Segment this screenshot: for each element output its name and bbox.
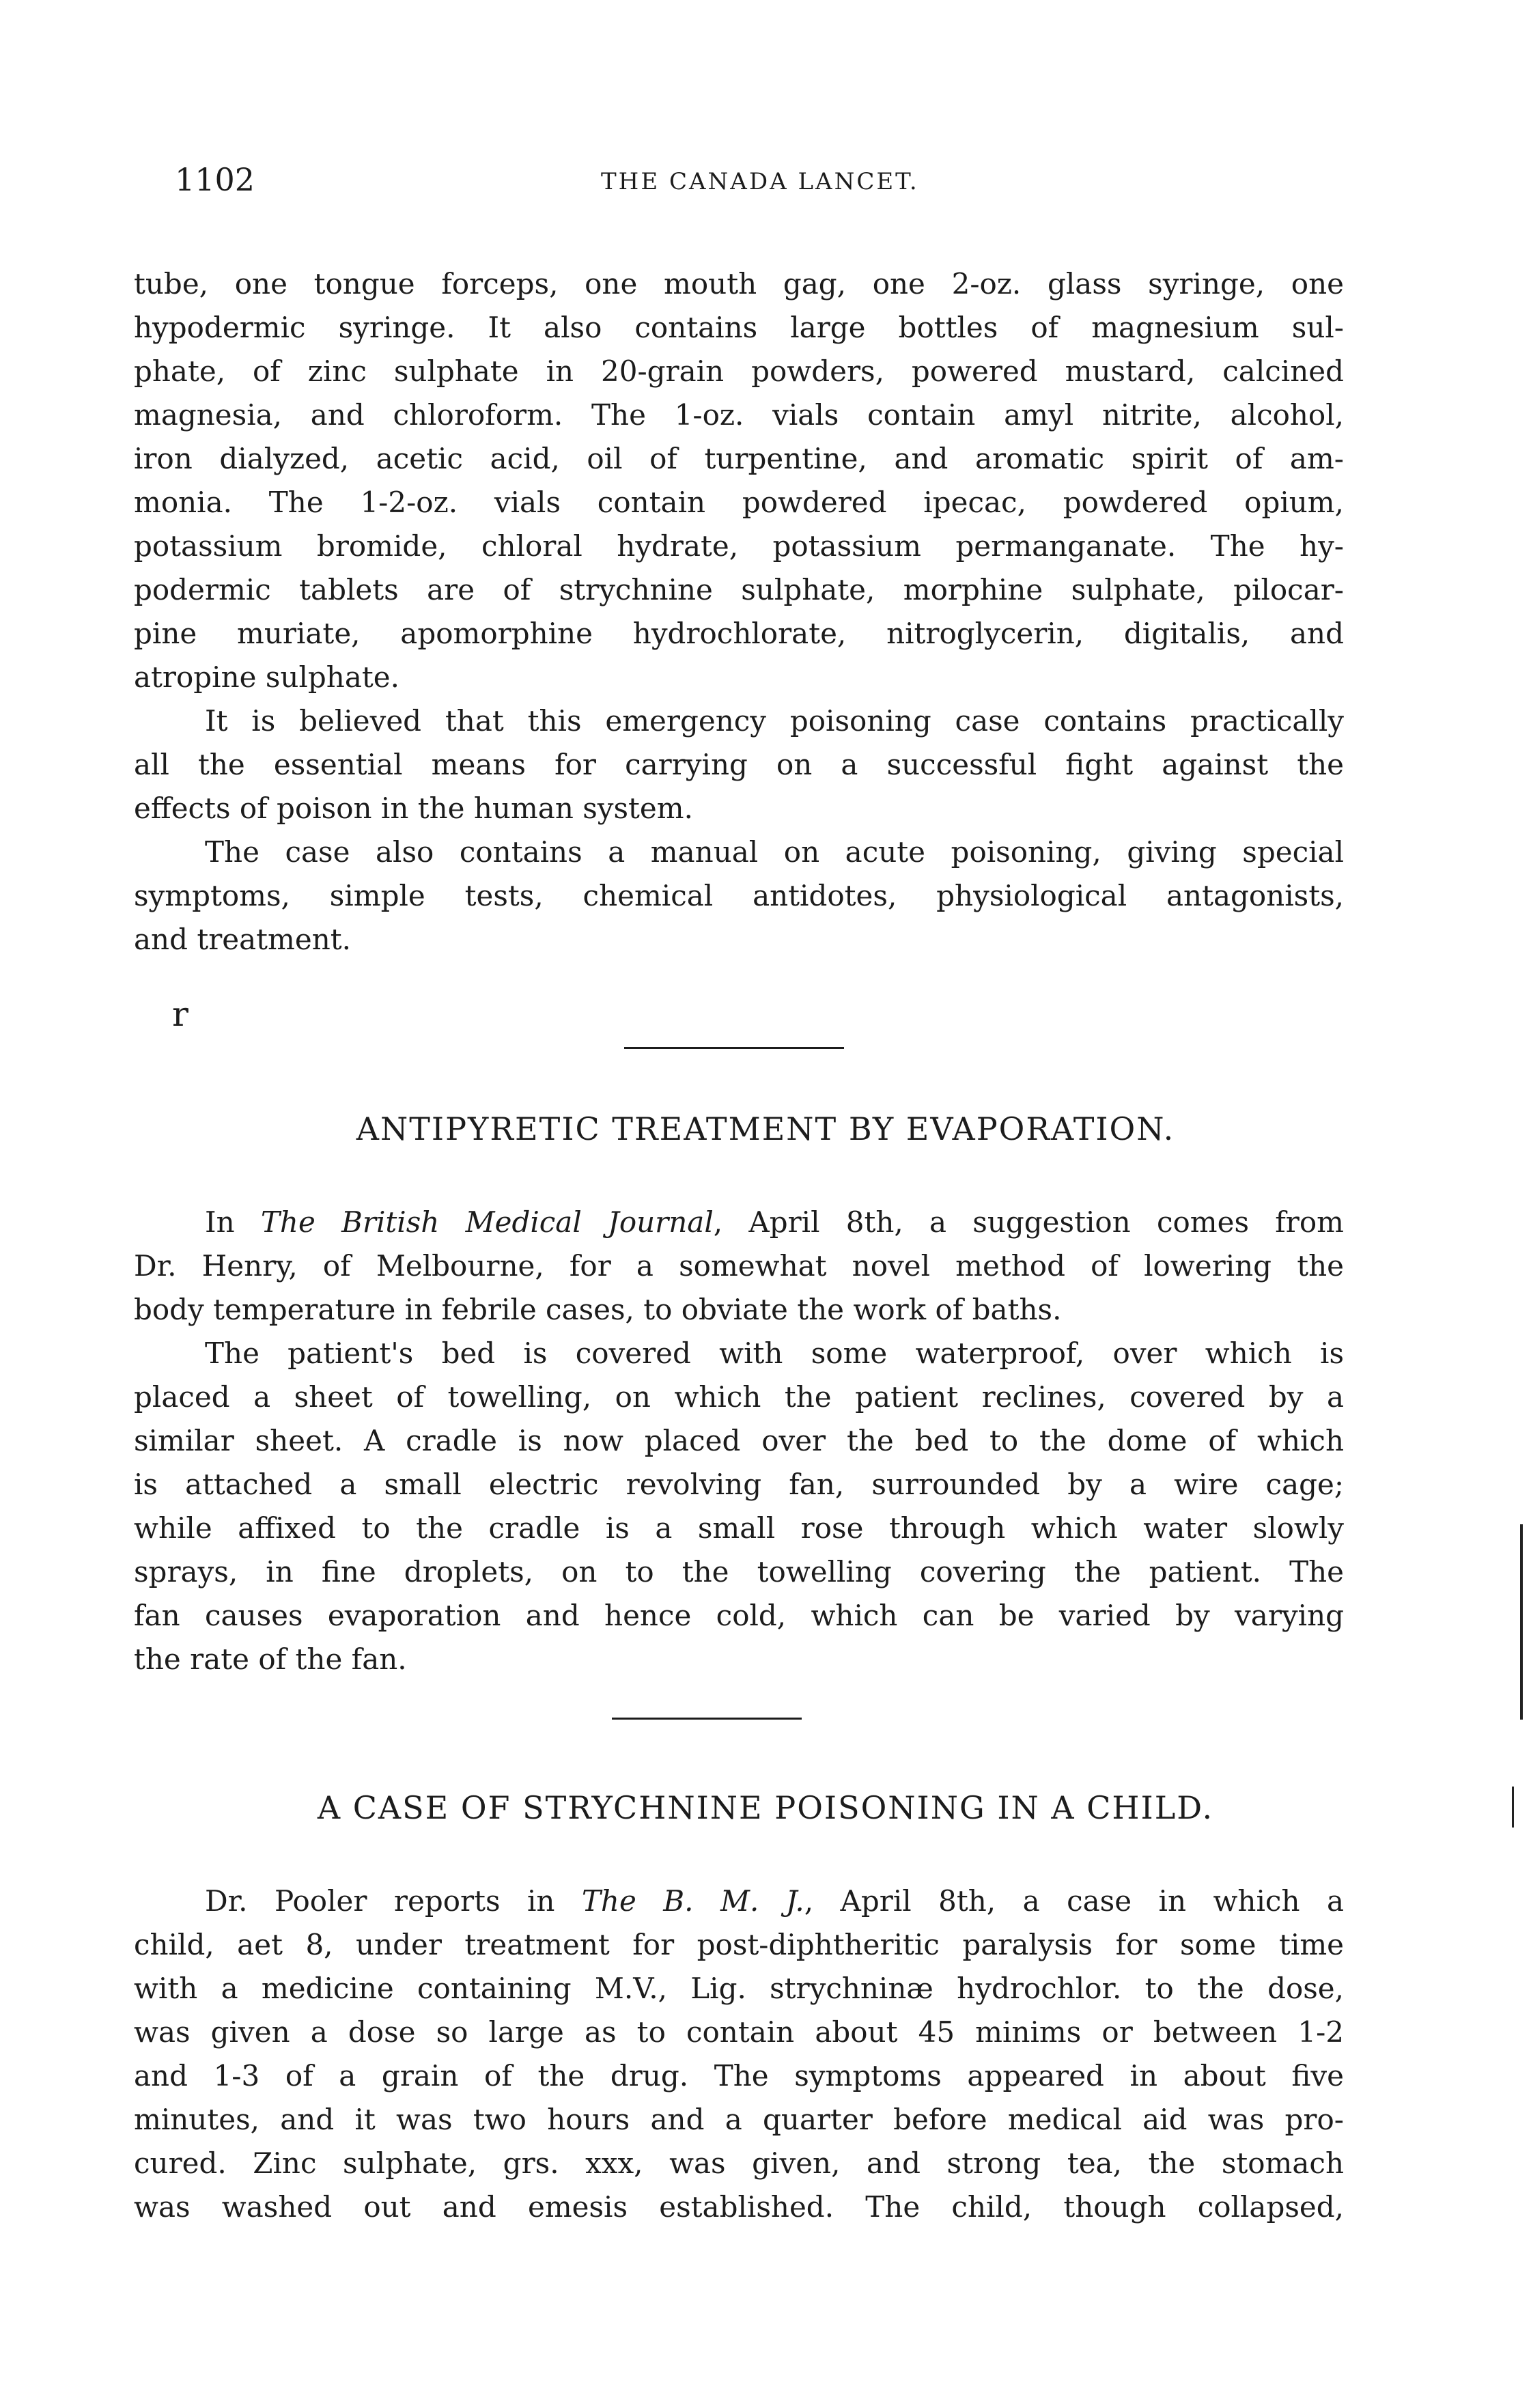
text-line: sprays, in fine droplets, on to the towelling covering the patient. The (134, 1555, 1344, 1588)
page-number: 1102 (175, 161, 255, 198)
text-line: was given a dose so large as to contain about 45 minims or between 1-2 (134, 2015, 1344, 2049)
manual-paragraph (134, 830, 1344, 962)
text-line: iron dialyzed, acetic acid, oil of turpentine, and aromatic spirit of am- (134, 442, 1344, 475)
scan-edge-mark (1512, 1787, 1514, 1828)
scan-edge-line (1520, 1524, 1523, 1720)
text-line: fan causes evaporation and hence cold, which can be varied by varying (134, 1599, 1344, 1632)
stray-mark: r (172, 994, 188, 1034)
running-title: THE CANADA LANCET. (601, 168, 919, 195)
intro-paragraph (134, 262, 1344, 699)
text-line: tube, one tongue forceps, one mouth gag, one 2-oz. glass syringe, one (134, 267, 1344, 300)
text-line: The patient's bed is covered with some waterproof, over which is (205, 1336, 1344, 1370)
text-line: potassium bromide, chloral hydrate, potassium permanganate. The hy- (134, 529, 1344, 563)
text-line: minutes, and it was two hours and a quarter before medical aid was pro- (134, 2103, 1344, 2136)
section-divider (624, 1047, 844, 1049)
text-line: Dr. Pooler reports in The B. M. J., April 8th, a case in which a (205, 1884, 1344, 1918)
text-line: effects of poison in the human system. (134, 792, 693, 825)
journal-title: The British Medical Journal (260, 1205, 714, 1239)
page-header (0, 161, 1531, 202)
text-line: hypodermic syringe. It also contains large bottles of magnesium sul- (134, 311, 1344, 344)
text-line: symptoms, simple tests, chemical antidotes, physiological antagonists, (134, 879, 1344, 912)
section1-paragraph2 (134, 1332, 1344, 1681)
text-line: cured. Zinc sulphate, grs. xxx, was given, and strong tea, the stomach (134, 2146, 1344, 2180)
section-title: ANTIPYRETIC TREATMENT BY EVAPORATION. (356, 1110, 1175, 1147)
text-line: monia. The 1-2-oz. vials contain powdered ipecac, powdered opium, (134, 486, 1344, 519)
journal-title: The B. M. J. (581, 1884, 804, 1918)
text-line: It is believed that this emergency poisoning case contains practically (205, 704, 1344, 738)
text-line: while affixed to the cradle is a small rose through which water slowly (134, 1511, 1344, 1545)
text-line: pine muriate, apomorphine hydrochlorate, nitroglycerin, digitalis, and (134, 617, 1344, 650)
text-line: and 1-3 of a grain of the drug. The symptoms appeared in about five (134, 2059, 1344, 2092)
text-line: phate, of zinc sulphate in 20-grain powders, powered mustard, calcined (134, 354, 1344, 388)
section2-paragraph1 (134, 1879, 1344, 2229)
text-line: In The British Medical Journal, April 8th, a suggestion comes from (205, 1205, 1344, 1239)
text-line: body temperature in febrile cases, to obviate the work of baths. (134, 1293, 1062, 1326)
text-line: The case also contains a manual on acute poisoning, giving special (205, 835, 1344, 869)
text-line: with a medicine containing M.V., Lig. strychninæ hydrochlor. to the dose, (134, 1972, 1344, 2005)
text-line: Dr. Henry, of Melbourne, for a somewhat novel method of lowering the (134, 1249, 1344, 1283)
text-line: magnesia, and chloroform. The 1-oz. vials contain amyl nitrite, alcohol, (134, 398, 1344, 432)
text-line: child, aet 8, under treatment for post-diphtheritic paralysis for some time (134, 1928, 1344, 1961)
belief-paragraph (134, 699, 1344, 830)
text-line: placed a sheet of towelling, on which the patient reclines, covered by a (134, 1380, 1344, 1414)
text-line: and treatment. (134, 923, 352, 956)
section-divider (612, 1718, 802, 1720)
section1-paragraph1 (134, 1201, 1344, 1332)
text-line: similar sheet. A cradle is now placed over the bed to the dome of which (134, 1424, 1344, 1457)
text-line: was washed out and emesis established. The child, though collapsed, (134, 2190, 1344, 2224)
text-line: atropine sulphate. (134, 660, 399, 694)
section-title: A CASE OF STRYCHNINE POISONING IN A CHILD. (317, 1789, 1214, 1826)
text-line: is attached a small electric revolving fan, surrounded by a wire cage; (134, 1468, 1344, 1501)
text-line: the rate of the fan. (134, 1642, 407, 1676)
text-line: all the essential means for carrying on a successful fight against the (134, 748, 1344, 781)
text-line: podermic tablets are of strychnine sulphate, morphine sulphate, pilocar- (134, 573, 1344, 606)
